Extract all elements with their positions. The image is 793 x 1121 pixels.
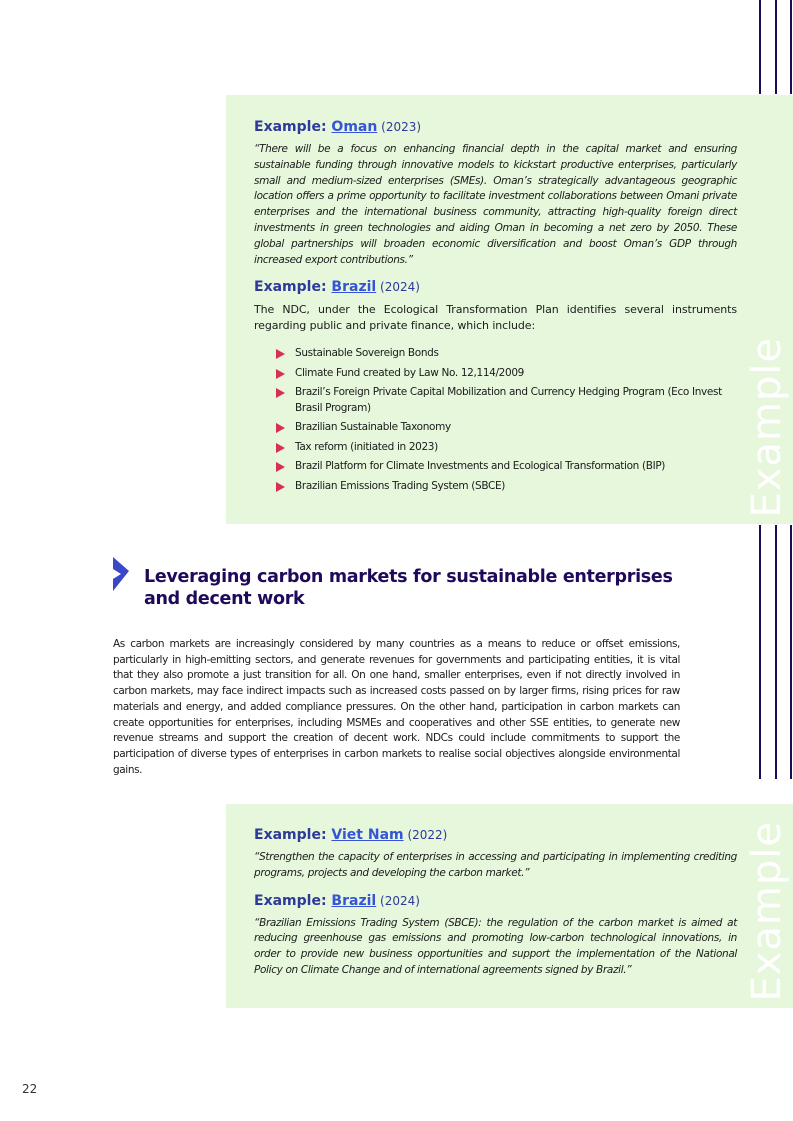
section-marker-icon (113, 557, 129, 591)
example-heading-oman (254, 118, 737, 136)
example-box-finance (226, 95, 793, 524)
example-quote-viet-nam: “Strengthen the capacity of enterprises in accessing and participating in implementing crediting programs, projects and developing the carbon market.” (254, 851, 737, 879)
list-item: Tax reform (initiated in 2023) (276, 440, 737, 456)
triangle-bullet-icon (276, 388, 285, 398)
triangle-bullet-icon (276, 462, 285, 472)
country-link-brazil[interactable]: Brazil (331, 892, 377, 909)
section-title: Leveraging carbon markets for sustainable enterprises and decent work (144, 567, 673, 609)
triangle-bullet-icon (276, 443, 285, 453)
example-year: (2024) (376, 280, 420, 295)
triangle-bullet-icon (276, 369, 285, 379)
list-item: Climate Fund created by Law No. 12,114/2009 (276, 366, 737, 382)
example-heading-brazil (254, 892, 737, 910)
page-number: 22 (22, 1082, 38, 1096)
instrument-list (254, 346, 737, 494)
example-year: (2022) (403, 828, 448, 842)
example-side-label: Example (744, 821, 790, 1002)
list-item: Brazil Platform for Climate Investments and Ecological Transformation (BIP) (276, 459, 737, 475)
example-heading-viet-nam (254, 826, 737, 844)
list-item: Brazil’s Foreign Private Capital Mobilization and Currency Hedging Program (Eco Invest Brasil Program) (276, 385, 737, 416)
country-link-oman[interactable]: Oman (331, 119, 378, 135)
example-intro-brazil: The NDC, under the Ecological Transformation Plan identifies several instruments regarding public and private finance, which include: (254, 303, 737, 333)
triangle-bullet-icon (276, 349, 285, 359)
example-quote-brazil: “Brazilian Emissions Trading System (SBCE): the regulation of the carbon market is aimed at reducing greenhouse gas emissions and promoting low-carbon technological innovations, in order to provide new business opportunities and support the implementation of the National Policy on Climate Change and of international agreements signed by Brazil.” (254, 916, 737, 976)
section-body: As carbon markets are increasingly considered by many countries as a means to reduce or offset emissions, particularly in high-emitting sectors, and generate revenues for governments and participating entities, it is vital that they also promote a just transition for all. On one hand, smaller enterprises, even if not directly involved in carbon markets, may face indirect impacts such as increased costs passed on by larger firms, rising prices for raw materials and energy, and added compliance pressures. On the other hand, participation in carbon markets can create opportunities for enterprises, including MSMEs and cooperatives and other SSE entities, to generate new revenue streams and support the creation of decent work. NDCs could include commitments to support the participation of diverse types of enterprises in carbon markets to realise social objectives alongside environmental gains. (113, 638, 680, 776)
example-prefix: Example: (254, 119, 332, 135)
example-heading-brazil (254, 278, 737, 296)
country-link-brazil[interactable]: Brazil (331, 279, 377, 296)
example-side-label: Example (744, 337, 790, 518)
triangle-bullet-icon (276, 482, 285, 492)
edge-decoration-bottom (753, 525, 793, 779)
list-item: Brazilian Sustainable Taxonomy (276, 420, 737, 436)
example-prefix: Example: (254, 892, 332, 909)
list-item: Brazilian Emissions Trading System (SBCE) (276, 479, 737, 495)
list-item: Sustainable Sovereign Bonds (276, 346, 737, 362)
example-year: (2024) (376, 893, 420, 908)
example-prefix: Example: (254, 827, 332, 843)
edge-decoration-top (753, 0, 793, 94)
example-quote-oman: “There will be a focus on enhancing financial depth in the capital market and ensuring sustainable funding through innovative models to kickstart productive enterprises, particularly small and medium-sized enterprises (SMEs). Oman’s strategically advantageous geographic location offers a prime opportunity to facilitate investment collaborations between Omani private enterprises and the international business community, attracting high-quality foreign direct investments in green technologies and aiding Oman in becoming a net zero by 2050. These global partnerships will broaden economic diversification and boost Oman’s GDP through increased export contributions.” (254, 143, 737, 266)
triangle-bullet-icon (276, 423, 285, 433)
example-year: (2023) (377, 120, 422, 134)
country-link-viet-nam[interactable]: Viet Nam (331, 827, 404, 843)
example-prefix: Example: (254, 279, 332, 296)
example-box-carbon (226, 804, 793, 1008)
